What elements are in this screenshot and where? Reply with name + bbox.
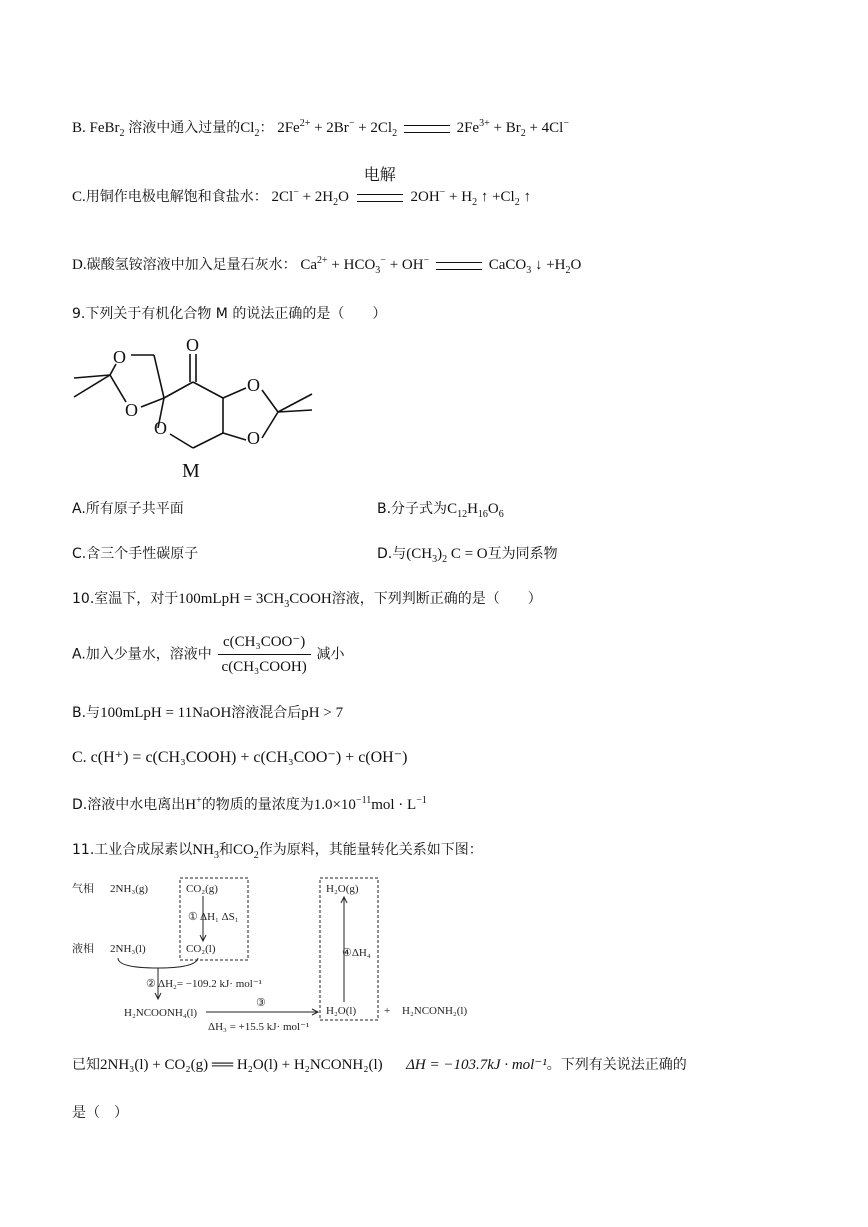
q8-option-c: C.用铜作电极电解饱和食盐水： $2Cl^- + 2H_2O$ 电解 $2OH^- + H_2$ ↑ $+Cl_2$ ↑ [72, 165, 531, 208]
svg-text:H₂O(l): H₂O(l) [326, 1005, 357, 1017]
q9-option-a: A.所有原子共平面 [72, 501, 184, 517]
svg-text:④ΔH₄: ④ΔH₄ [342, 947, 371, 959]
q10-option-b: B.与100mLpH = 11NaOH溶液混合后pH > 7 [72, 705, 344, 721]
equals-sign [404, 125, 450, 133]
energy-diagram [66, 872, 486, 1032]
svg-text:H₂NCOONH₄(l): H₂NCOONH₄(l) [124, 1007, 198, 1019]
q11-stem: 11.工业合成尿素以$NH_3$和$CO_2$作为原料，其能量转化关系如下图： [72, 842, 483, 861]
molecule-m-structure [66, 330, 326, 490]
svg-text:液相: 液相 [72, 943, 94, 955]
atom-o: O [247, 428, 260, 448]
atom-o: O [113, 347, 126, 367]
svg-text:H₂NCONH₂(l): H₂NCONH₂(l) [402, 1005, 468, 1017]
q10-option-d: D.溶液中水电离出H+的物质的量浓度为$1.0\times 10^{-11}mol \cdot L^{-1}$ [72, 795, 427, 813]
q8-option-b: B. FeBr$_2$ 溶液中通入过量的$Cl_2$： $2Fe^{2+} + 2Br^- + 2Cl_2$ $2Fe^{3+} + Br_2 + 4Cl^-$ [72, 118, 569, 139]
molecule-label: M [182, 460, 200, 482]
q9-option-d: D.与$(CH_3)_2$ C = O互为同系物 [377, 546, 558, 565]
svg-text:2NH₃(l): 2NH₃(l) [110, 943, 146, 955]
q11-tail: 是（ ） [72, 1105, 128, 1121]
q9-option-b: B.分子式为$C_{12}H_{16}O_6$ [377, 501, 504, 520]
equals-sign [436, 262, 482, 270]
atom-o: O [247, 375, 260, 395]
atom-o: O [154, 418, 167, 438]
atom-o: O [186, 335, 199, 355]
concentration-ratio: $\frac{\text{c(CH₃COO⁻)}}{\text{c(CH₃COOH)}}$ [218, 632, 311, 677]
svg-text:气相: 气相 [72, 883, 94, 895]
svg-text:2NH₃(g): 2NH₃(g) [110, 883, 149, 895]
svg-text:① ΔH₁ ΔS₁: ① ΔH₁ ΔS₁ [188, 911, 239, 923]
svg-text:CO₂(l): CO₂(l) [186, 943, 216, 955]
electrolysis-equals: 电解 [355, 187, 405, 207]
svg-text:CO₂(g): CO₂(g) [186, 883, 218, 895]
q10-option-c: C. c(H⁺) = c(CH₃COOH) + c(CH₃COO⁻) + c(OH⁻) [72, 749, 408, 766]
svg-text:+: + [384, 1005, 391, 1017]
q10-option-a: A.加入少量水，溶液中 $\frac{\text{c(CH₃COO⁻)}}{\text{c(CH₃COOH)}}$ 减小 [72, 634, 345, 675]
q9-option-c: C.含三个手性碳原子 [72, 546, 199, 562]
svg-text:③: ③ [256, 997, 266, 1009]
atom-o: O [125, 400, 138, 420]
q8-option-d: D.碳酸氢铵溶液中加入足量石灰水： $Ca^{2+} + HCO_3^- + OH^-$ CaCO$_3$ ↓ $+H_2O$ [72, 255, 582, 276]
q9-stem: 9.下列关于有机化合物 M 的说法正确的是（ ） [72, 306, 387, 322]
svg-text:H₂O(g): H₂O(g) [326, 883, 359, 895]
q11-known: 已知2NH₃(l) + CO₂(g) ══ H₂O(l) + H₂NCONH₂(l) ΔH = −103.7kJ · mol⁻¹。下列有关说法正确的 [72, 1057, 687, 1073]
q10-stem: 10.室温下，对于100mLpH = $3CH_3COOH$溶液，下列判断正确的是（ ） [72, 591, 542, 610]
svg-text:② ΔH₂= −109.2 kJ· mol⁻¹: ② ΔH₂= −109.2 kJ· mol⁻¹ [146, 978, 262, 990]
svg-text:ΔH₃ = +15.5 kJ· mol⁻¹: ΔH₃ = +15.5 kJ· mol⁻¹ [208, 1021, 310, 1032]
